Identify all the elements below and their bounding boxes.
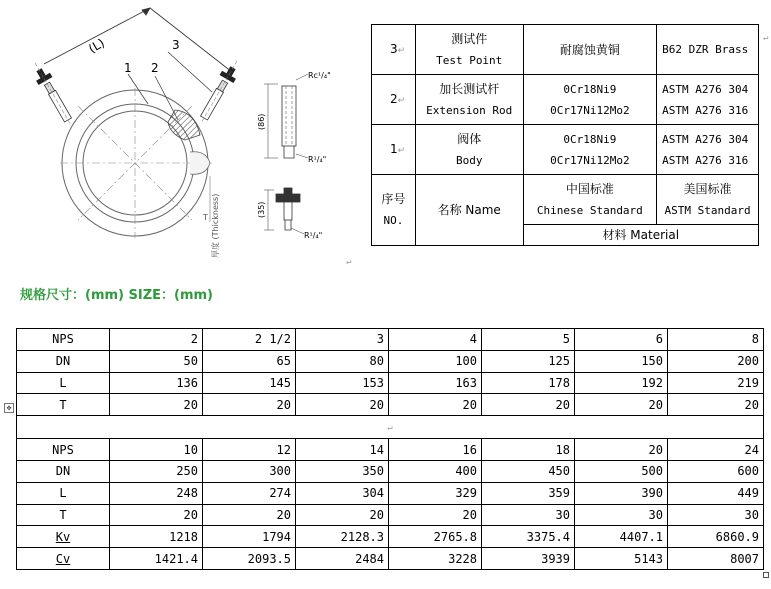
material-name: 阀体 Body (415, 125, 523, 175)
cell: 30 (668, 504, 764, 526)
T-label: T (203, 213, 208, 222)
cell: 30 (482, 504, 575, 526)
row-kv (17, 526, 764, 548)
cell: 2484 (296, 548, 389, 570)
cell: 10 (110, 439, 203, 461)
callout-3: 3 (172, 38, 180, 52)
cell: 20 (482, 394, 575, 416)
label-t: T (17, 504, 110, 526)
cell: 20 (575, 439, 668, 461)
astm-standard: ASTM A276 304 ASTM A276 316 (657, 75, 759, 125)
label-dn: DN (17, 460, 110, 482)
cell: 3939 (482, 548, 575, 570)
row-t-2 (17, 504, 764, 526)
callout-2: 2 (151, 61, 159, 75)
row-l-2 (17, 482, 764, 504)
label-cv: Cv (17, 548, 110, 570)
cell: 24 (668, 439, 764, 461)
cell: 2128.3 (296, 526, 389, 548)
right-test-point (194, 57, 244, 127)
row-cv (17, 548, 764, 570)
cell: 274 (203, 482, 296, 504)
cell: 390 (575, 482, 668, 504)
label-l: L (17, 372, 110, 394)
cell: 20 (110, 504, 203, 526)
header-no: 序号 NO. (372, 175, 416, 246)
cell: 300 (203, 460, 296, 482)
cell: 304 (296, 482, 389, 504)
cell: 3 (296, 329, 389, 351)
row-dn-2 (17, 460, 764, 482)
thread-mid: R¹/₄" (308, 155, 327, 164)
table-resize-handle[interactable] (763, 572, 769, 578)
cell: 3375.4 (482, 526, 575, 548)
cell: 200 (668, 350, 764, 372)
test-point-detail (264, 188, 304, 234)
header-astm-standard: 美国标准 ASTM Standard (657, 175, 759, 225)
cell: 192 (575, 372, 668, 394)
cell: 1794 (203, 526, 296, 548)
cell: 6 (575, 329, 668, 351)
thickness-bump (190, 152, 210, 175)
cell: 5143 (575, 548, 668, 570)
cell: 2093.5 (203, 548, 296, 570)
row-l-1 (17, 372, 764, 394)
thread-bottom: R¹/₄" (304, 231, 323, 240)
dimension-L (44, 8, 232, 72)
material-header-row (372, 175, 759, 225)
astm-standard: B62 DZR Brass (657, 25, 759, 75)
cell: 3228 (389, 548, 482, 570)
cell: 8 (668, 329, 764, 351)
cell: 150 (575, 350, 668, 372)
cell: 250 (110, 460, 203, 482)
cell: 125 (482, 350, 575, 372)
cell: 359 (482, 482, 575, 504)
cell: 14 (296, 439, 389, 461)
cell: 80 (296, 350, 389, 372)
cell: 329 (389, 482, 482, 504)
cell: 6860.9 (668, 526, 764, 548)
cell: 20 (110, 394, 203, 416)
material-row-3 (372, 25, 759, 75)
label-nps: NPS (17, 329, 110, 351)
material-no: 2↵ (372, 75, 416, 125)
dim-35: (35) (257, 201, 266, 218)
extension-rod-detail (264, 74, 308, 158)
callout-1: 1 (124, 61, 132, 75)
material-no: 1↵ (372, 125, 416, 175)
cell: 20 (203, 504, 296, 526)
paragraph-mark: ↵ (346, 257, 352, 267)
thickness-label: 厚度 (Thickness) (211, 193, 220, 258)
hatched-section (168, 110, 200, 140)
label-t: T (17, 394, 110, 416)
size-title: 规格尺寸：(mm) SIZE：(mm) (20, 288, 213, 303)
cell: 600 (668, 460, 764, 482)
cell: 20 (668, 394, 764, 416)
row-nps-1 (17, 329, 764, 351)
cell: 153 (296, 372, 389, 394)
cell: 16 (389, 439, 482, 461)
cell: 20 (575, 394, 668, 416)
cell: 136 (110, 372, 203, 394)
cell: 50 (110, 350, 203, 372)
cell: 2 (110, 329, 203, 351)
header-material: 材料 Material (523, 225, 758, 246)
label-kv: Kv (17, 526, 110, 548)
cell: 20 (296, 504, 389, 526)
cell: 8007 (668, 548, 764, 570)
cell: 4 (389, 329, 482, 351)
chinese-standard: 0Cr18Ni9 0Cr17Ni12Mo2 (523, 75, 657, 125)
cell: 500 (575, 460, 668, 482)
materials-table (371, 24, 759, 246)
cell: 18 (482, 439, 575, 461)
cell: 219 (668, 372, 764, 394)
left-test-point (28, 59, 78, 129)
cell: 1421.4 (110, 548, 203, 570)
spacer-cell: ↵ (17, 416, 764, 439)
header-name: 名称 Name (415, 175, 523, 246)
cell: 163 (389, 372, 482, 394)
cell: 248 (110, 482, 203, 504)
material-row-2 (372, 75, 759, 125)
material-name: 测试件 Test Point (415, 25, 523, 75)
cell: 2765.8 (389, 526, 482, 548)
cell: 449 (668, 482, 764, 504)
cell: 100 (389, 350, 482, 372)
row-end-mark: ↵ (763, 33, 769, 43)
row-dn-1 (17, 350, 764, 372)
label-l: L (17, 482, 110, 504)
center-lines (60, 88, 212, 238)
sizes-table (16, 328, 764, 570)
cell: 20 (389, 394, 482, 416)
cell: 178 (482, 372, 575, 394)
cell: 4407.1 (575, 526, 668, 548)
cell: 400 (389, 460, 482, 482)
chinese-standard: 0Cr18Ni9 0Cr17Ni12Mo2 (523, 125, 657, 175)
dim-L-text: (L) (86, 35, 107, 56)
cell: 12 (203, 439, 296, 461)
material-name: 加长测试杆 Extension Rod (415, 75, 523, 125)
row-nps-2 (17, 439, 764, 461)
label-dn: DN (17, 350, 110, 372)
cell: 2 1/2 (203, 329, 296, 351)
cell: 20 (203, 394, 296, 416)
cell: 20 (389, 504, 482, 526)
material-no: 3↵ (372, 25, 416, 75)
cell: 1218 (110, 526, 203, 548)
technical-drawing (0, 0, 362, 262)
header-chinese-standard: 中国标准 Chinese Standard (523, 175, 657, 225)
cell: 20 (296, 394, 389, 416)
row-t-1 (17, 394, 764, 416)
cell: 350 (296, 460, 389, 482)
spacer-row (17, 416, 764, 439)
dim-86: (86) (257, 113, 266, 130)
thread-top: Rc¹/₄" (308, 71, 331, 80)
astm-standard: ASTM A276 304 ASTM A276 316 (657, 125, 759, 175)
chinese-standard: 耐腐蚀黄铜 (523, 25, 657, 75)
cell: 145 (203, 372, 296, 394)
cell: 5 (482, 329, 575, 351)
cell: 65 (203, 350, 296, 372)
cell: 450 (482, 460, 575, 482)
material-row-1 (372, 125, 759, 175)
table-move-handle-icon[interactable]: ✥ (4, 403, 14, 413)
label-nps: NPS (17, 439, 110, 461)
cell: 30 (575, 504, 668, 526)
